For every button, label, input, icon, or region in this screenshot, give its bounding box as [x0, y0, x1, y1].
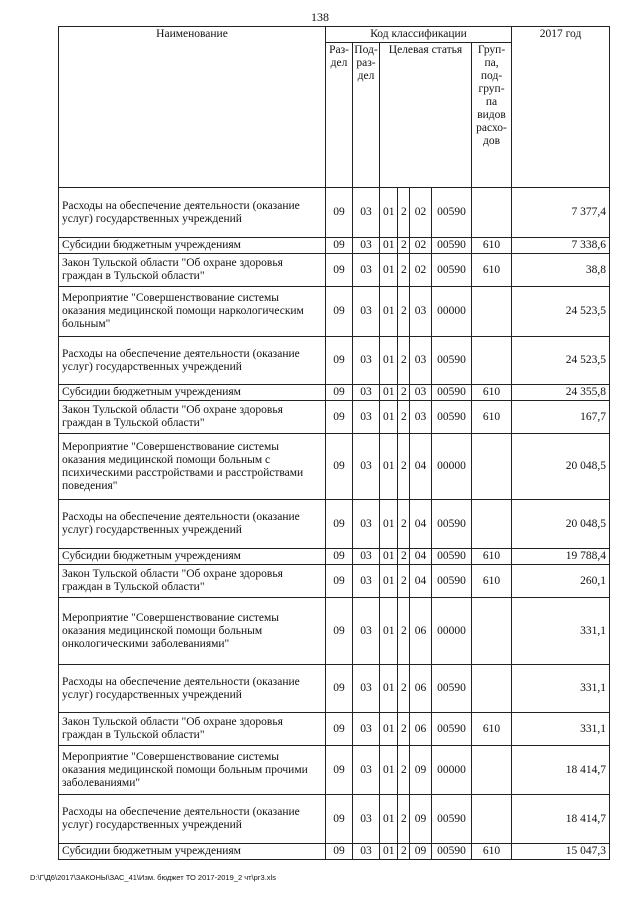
table-row	[59, 795, 610, 844]
table-row	[59, 188, 610, 238]
cell-p: 03	[353, 385, 380, 401]
cell-p: 03	[353, 795, 380, 844]
cell-p: 03	[353, 549, 380, 565]
cell-t2: 2	[398, 713, 410, 746]
cell-t4: 00590	[432, 565, 472, 598]
table-row	[59, 337, 610, 385]
header-name: Наименование	[59, 27, 326, 188]
cell-t3: 02	[410, 188, 432, 238]
table-row	[59, 254, 610, 287]
cell-p: 03	[353, 238, 380, 254]
cell-r: 09	[326, 598, 353, 665]
cell-r: 09	[326, 287, 353, 337]
cell-name: Расходы на обеспечение деятельности (оказание услуг) государственных учреждений	[59, 500, 326, 549]
cell-t4: 00590	[432, 337, 472, 385]
cell-p: 03	[353, 401, 380, 434]
cell-name: Закон Тульской области "Об охране здоровья граждан в Тульской области"	[59, 565, 326, 598]
cell-v: 24 355,8	[512, 385, 610, 401]
cell-g	[472, 795, 512, 844]
cell-t4: 00590	[432, 401, 472, 434]
cell-r: 09	[326, 238, 353, 254]
cell-g: 610	[472, 844, 512, 860]
cell-v: 20 048,5	[512, 434, 610, 500]
cell-r: 09	[326, 795, 353, 844]
cell-g: 610	[472, 713, 512, 746]
table-row	[59, 401, 610, 434]
cell-p: 03	[353, 500, 380, 549]
cell-t2: 2	[398, 385, 410, 401]
cell-t3: 04	[410, 434, 432, 500]
cell-t2: 2	[398, 665, 410, 713]
cell-r: 09	[326, 385, 353, 401]
cell-r: 09	[326, 337, 353, 385]
cell-v: 15 047,3	[512, 844, 610, 860]
cell-t1: 01	[380, 287, 398, 337]
file-path-footer: D:\Г\Д6\2017\ЗАКОНЫ\ЗАС_41\Изм. бюджет ТО 2017-2019_2 чт\рг3.xls	[30, 873, 276, 882]
table-row	[59, 746, 610, 795]
cell-t3: 02	[410, 254, 432, 287]
cell-r: 09	[326, 565, 353, 598]
table-row	[59, 565, 610, 598]
cell-g: 610	[472, 549, 512, 565]
cell-v: 24 523,5	[512, 287, 610, 337]
cell-t3: 02	[410, 238, 432, 254]
header-group: Груп- па, под- груп- па видов расхо- дов	[472, 43, 512, 188]
cell-g: 610	[472, 565, 512, 598]
cell-p: 03	[353, 434, 380, 500]
cell-t1: 01	[380, 238, 398, 254]
cell-g	[472, 665, 512, 713]
cell-t3: 03	[410, 401, 432, 434]
cell-t2: 2	[398, 287, 410, 337]
cell-t3: 09	[410, 746, 432, 795]
cell-t4: 00590	[432, 500, 472, 549]
cell-t1: 01	[380, 713, 398, 746]
cell-r: 09	[326, 844, 353, 860]
cell-name: Мероприятие "Совершенствование системы оказания медицинской помощи больным прочими заболеваниями"	[59, 746, 326, 795]
table-row	[59, 549, 610, 565]
cell-g: 610	[472, 238, 512, 254]
cell-name: Субсидии бюджетным учреждениям	[59, 238, 326, 254]
cell-g	[472, 188, 512, 238]
cell-v: 18 414,7	[512, 746, 610, 795]
cell-v: 38,8	[512, 254, 610, 287]
cell-g: 610	[472, 385, 512, 401]
cell-t1: 01	[380, 795, 398, 844]
cell-g	[472, 598, 512, 665]
cell-r: 09	[326, 188, 353, 238]
cell-t3: 03	[410, 385, 432, 401]
cell-t3: 06	[410, 598, 432, 665]
cell-name: Субсидии бюджетным учреждениям	[59, 844, 326, 860]
cell-r: 09	[326, 254, 353, 287]
cell-t1: 01	[380, 665, 398, 713]
cell-t1: 01	[380, 746, 398, 795]
cell-v: 7 338,6	[512, 238, 610, 254]
cell-t3: 04	[410, 500, 432, 549]
cell-t2: 2	[398, 795, 410, 844]
cell-t4: 00590	[432, 844, 472, 860]
cell-v: 331,1	[512, 713, 610, 746]
cell-v: 7 377,4	[512, 188, 610, 238]
cell-g: 610	[472, 254, 512, 287]
cell-t2: 2	[398, 434, 410, 500]
cell-t1: 01	[380, 401, 398, 434]
cell-name: Закон Тульской области "Об охране здоровья граждан в Тульской области"	[59, 401, 326, 434]
cell-p: 03	[353, 844, 380, 860]
cell-r: 09	[326, 665, 353, 713]
cell-t3: 03	[410, 337, 432, 385]
cell-p: 03	[353, 598, 380, 665]
cell-p: 03	[353, 254, 380, 287]
cell-t4: 00000	[432, 434, 472, 500]
cell-t1: 01	[380, 188, 398, 238]
cell-name: Расходы на обеспечение деятельности (оказание услуг) государственных учреждений	[59, 337, 326, 385]
cell-p: 03	[353, 287, 380, 337]
cell-name: Субсидии бюджетным учреждениям	[59, 385, 326, 401]
table-row	[59, 287, 610, 337]
cell-t2: 2	[398, 337, 410, 385]
header-year: 2017 год	[512, 27, 610, 188]
cell-t1: 01	[380, 254, 398, 287]
cell-t1: 01	[380, 549, 398, 565]
cell-v: 20 048,5	[512, 500, 610, 549]
cell-t3: 06	[410, 713, 432, 746]
cell-v: 24 523,5	[512, 337, 610, 385]
cell-name: Расходы на обеспечение деятельности (оказание услуг) государственных учреждений	[59, 188, 326, 238]
cell-t2: 2	[398, 238, 410, 254]
cell-t2: 2	[398, 565, 410, 598]
cell-t2: 2	[398, 254, 410, 287]
cell-t3: 09	[410, 844, 432, 860]
page-number: 138	[311, 10, 329, 24]
cell-t3: 04	[410, 549, 432, 565]
table-row	[59, 713, 610, 746]
cell-t3: 04	[410, 565, 432, 598]
header-code-group: Код классификации	[326, 27, 512, 43]
cell-t4: 00590	[432, 795, 472, 844]
cell-t2: 2	[398, 549, 410, 565]
cell-t4: 00590	[432, 713, 472, 746]
cell-t1: 01	[380, 500, 398, 549]
cell-name: Субсидии бюджетным учреждениям	[59, 549, 326, 565]
cell-v: 167,7	[512, 401, 610, 434]
cell-p: 03	[353, 188, 380, 238]
table-row	[59, 434, 610, 500]
cell-r: 09	[326, 434, 353, 500]
cell-t3: 03	[410, 287, 432, 337]
cell-r: 09	[326, 746, 353, 795]
cell-name: Расходы на обеспечение деятельности (оказание услуг) государственных учреждений	[59, 795, 326, 844]
cell-r: 09	[326, 500, 353, 549]
cell-p: 03	[353, 746, 380, 795]
cell-t4: 00590	[432, 549, 472, 565]
cell-v: 331,1	[512, 598, 610, 665]
table-row	[59, 385, 610, 401]
cell-t3: 09	[410, 795, 432, 844]
cell-p: 03	[353, 665, 380, 713]
cell-g	[472, 500, 512, 549]
header-razdel: Раз- дел	[326, 43, 353, 188]
cell-t2: 2	[398, 188, 410, 238]
cell-g	[472, 287, 512, 337]
cell-t4: 00000	[432, 746, 472, 795]
table-row	[59, 665, 610, 713]
cell-name: Закон Тульской области "Об охране здоровья граждан в Тульской области"	[59, 254, 326, 287]
cell-t4: 00590	[432, 238, 472, 254]
table-row	[59, 500, 610, 549]
cell-v: 260,1	[512, 565, 610, 598]
header-podrazdel: Под- раз- дел	[353, 43, 380, 188]
cell-g	[472, 337, 512, 385]
cell-t2: 2	[398, 598, 410, 665]
cell-p: 03	[353, 337, 380, 385]
cell-name: Мероприятие "Совершенствование системы оказания медицинской помощи больным онкологическими заболеваниями"	[59, 598, 326, 665]
cell-t1: 01	[380, 565, 398, 598]
table-row	[59, 844, 610, 860]
cell-t1: 01	[380, 337, 398, 385]
cell-p: 03	[353, 713, 380, 746]
cell-t2: 2	[398, 746, 410, 795]
cell-g	[472, 434, 512, 500]
cell-t2: 2	[398, 844, 410, 860]
cell-t4: 00590	[432, 254, 472, 287]
cell-t3: 06	[410, 665, 432, 713]
cell-t1: 01	[380, 598, 398, 665]
cell-t2: 2	[398, 401, 410, 434]
cell-v: 19 788,4	[512, 549, 610, 565]
cell-r: 09	[326, 549, 353, 565]
cell-t4: 00590	[432, 385, 472, 401]
cell-name: Расходы на обеспечение деятельности (оказание услуг) государственных учреждений	[59, 665, 326, 713]
header-target: Целевая статья	[380, 43, 472, 188]
cell-g	[472, 746, 512, 795]
cell-r: 09	[326, 713, 353, 746]
budget-table	[58, 26, 610, 860]
cell-t4: 00590	[432, 188, 472, 238]
cell-t1: 01	[380, 434, 398, 500]
cell-v: 331,1	[512, 665, 610, 713]
cell-t2: 2	[398, 500, 410, 549]
cell-t4: 00590	[432, 665, 472, 713]
cell-r: 09	[326, 401, 353, 434]
table-row	[59, 238, 610, 254]
cell-t4: 00000	[432, 287, 472, 337]
cell-name: Мероприятие "Совершенствование системы оказания медицинской помощи наркологическим больным"	[59, 287, 326, 337]
cell-t1: 01	[380, 844, 398, 860]
cell-p: 03	[353, 565, 380, 598]
cell-t1: 01	[380, 385, 398, 401]
cell-name: Закон Тульской области "Об охране здоровья граждан в Тульской области"	[59, 713, 326, 746]
cell-t4: 00000	[432, 598, 472, 665]
cell-name: Мероприятие "Совершенствование системы оказания медицинской помощи больным с психическими расстройствами и расстройствами поведения"	[59, 434, 326, 500]
table-row	[59, 598, 610, 665]
cell-v: 18 414,7	[512, 795, 610, 844]
cell-g: 610	[472, 401, 512, 434]
